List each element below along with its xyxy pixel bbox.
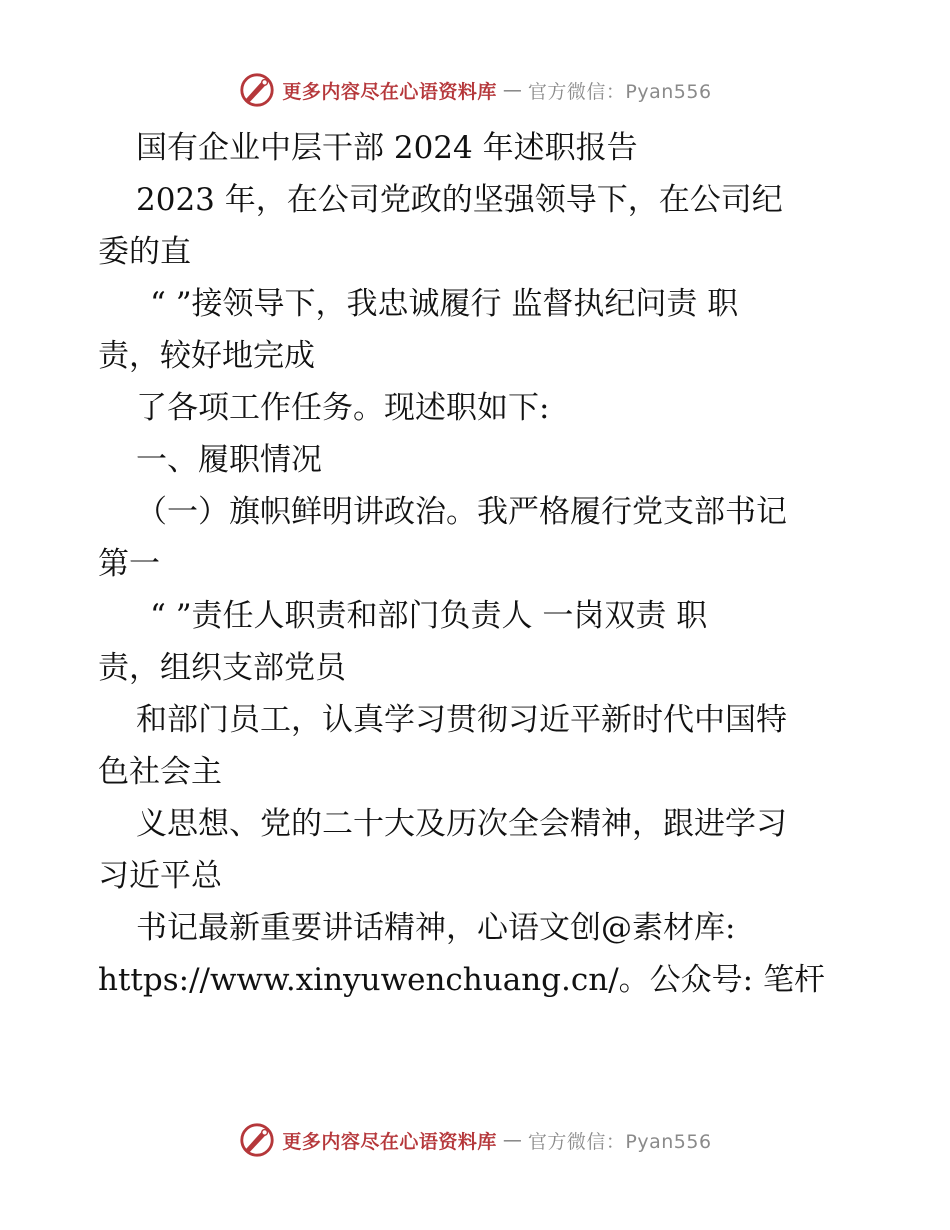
banner-dash: — bbox=[502, 1129, 522, 1151]
paragraph-line: 责，较好地完成 bbox=[98, 338, 315, 374]
header-banner bbox=[0, 68, 950, 112]
banner-dash: — bbox=[502, 79, 522, 101]
paragraph-line: 色社会主 bbox=[98, 754, 222, 790]
paragraph-line: 书记最新重要讲话精神，心语文创@素材库: bbox=[136, 910, 736, 946]
banner-slogan: 更多内容尽在心语资料库 bbox=[282, 1130, 497, 1153]
banner-slogan: 更多内容尽在心语资料库 bbox=[282, 80, 497, 103]
paragraph-line: 了各项工作任务。现述职如下: bbox=[136, 390, 550, 426]
paragraph-line: 第一 bbox=[98, 546, 160, 582]
paragraph-line: 委的直 bbox=[98, 234, 191, 270]
paragraph-line: “ ”责任人职责和部门负责人 一岗双责 职 bbox=[150, 598, 708, 634]
document-body bbox=[98, 122, 858, 1006]
subsection-heading: （一）旗帜鲜明讲政治。我严格履行党支部书记 bbox=[136, 494, 787, 530]
paragraph-line: 责，组织支部党员 bbox=[98, 650, 346, 686]
banner-contact: 官方微信：Pyan556 bbox=[527, 80, 712, 103]
paragraph-line: 和部门员工，认真学习贯彻习近平新时代中国特 bbox=[136, 702, 787, 738]
document-title: 国有企业中层干部 2024 年述职报告 bbox=[136, 130, 638, 166]
pen-seal-icon bbox=[238, 1121, 276, 1159]
paragraph-line: 2023 年，在公司党政的坚强领导下，在公司纪 bbox=[136, 182, 783, 218]
paragraph-line: “ ”接领导下，我忠诚履行 监督执纪问责 职 bbox=[150, 286, 739, 322]
paragraph-line: 义思想、党的二十大及历次全会精神，跟进学习 bbox=[136, 806, 787, 842]
section-heading: 一、履职情况 bbox=[136, 442, 322, 478]
pen-seal-icon bbox=[238, 71, 276, 109]
banner-contact: 官方微信：Pyan556 bbox=[527, 1130, 712, 1153]
paragraph-line: https://www.xinyuwenchuang.cn/。公众号: 笔杆 bbox=[98, 962, 825, 998]
footer-banner bbox=[0, 1118, 950, 1162]
paragraph-line: 习近平总 bbox=[98, 858, 222, 894]
